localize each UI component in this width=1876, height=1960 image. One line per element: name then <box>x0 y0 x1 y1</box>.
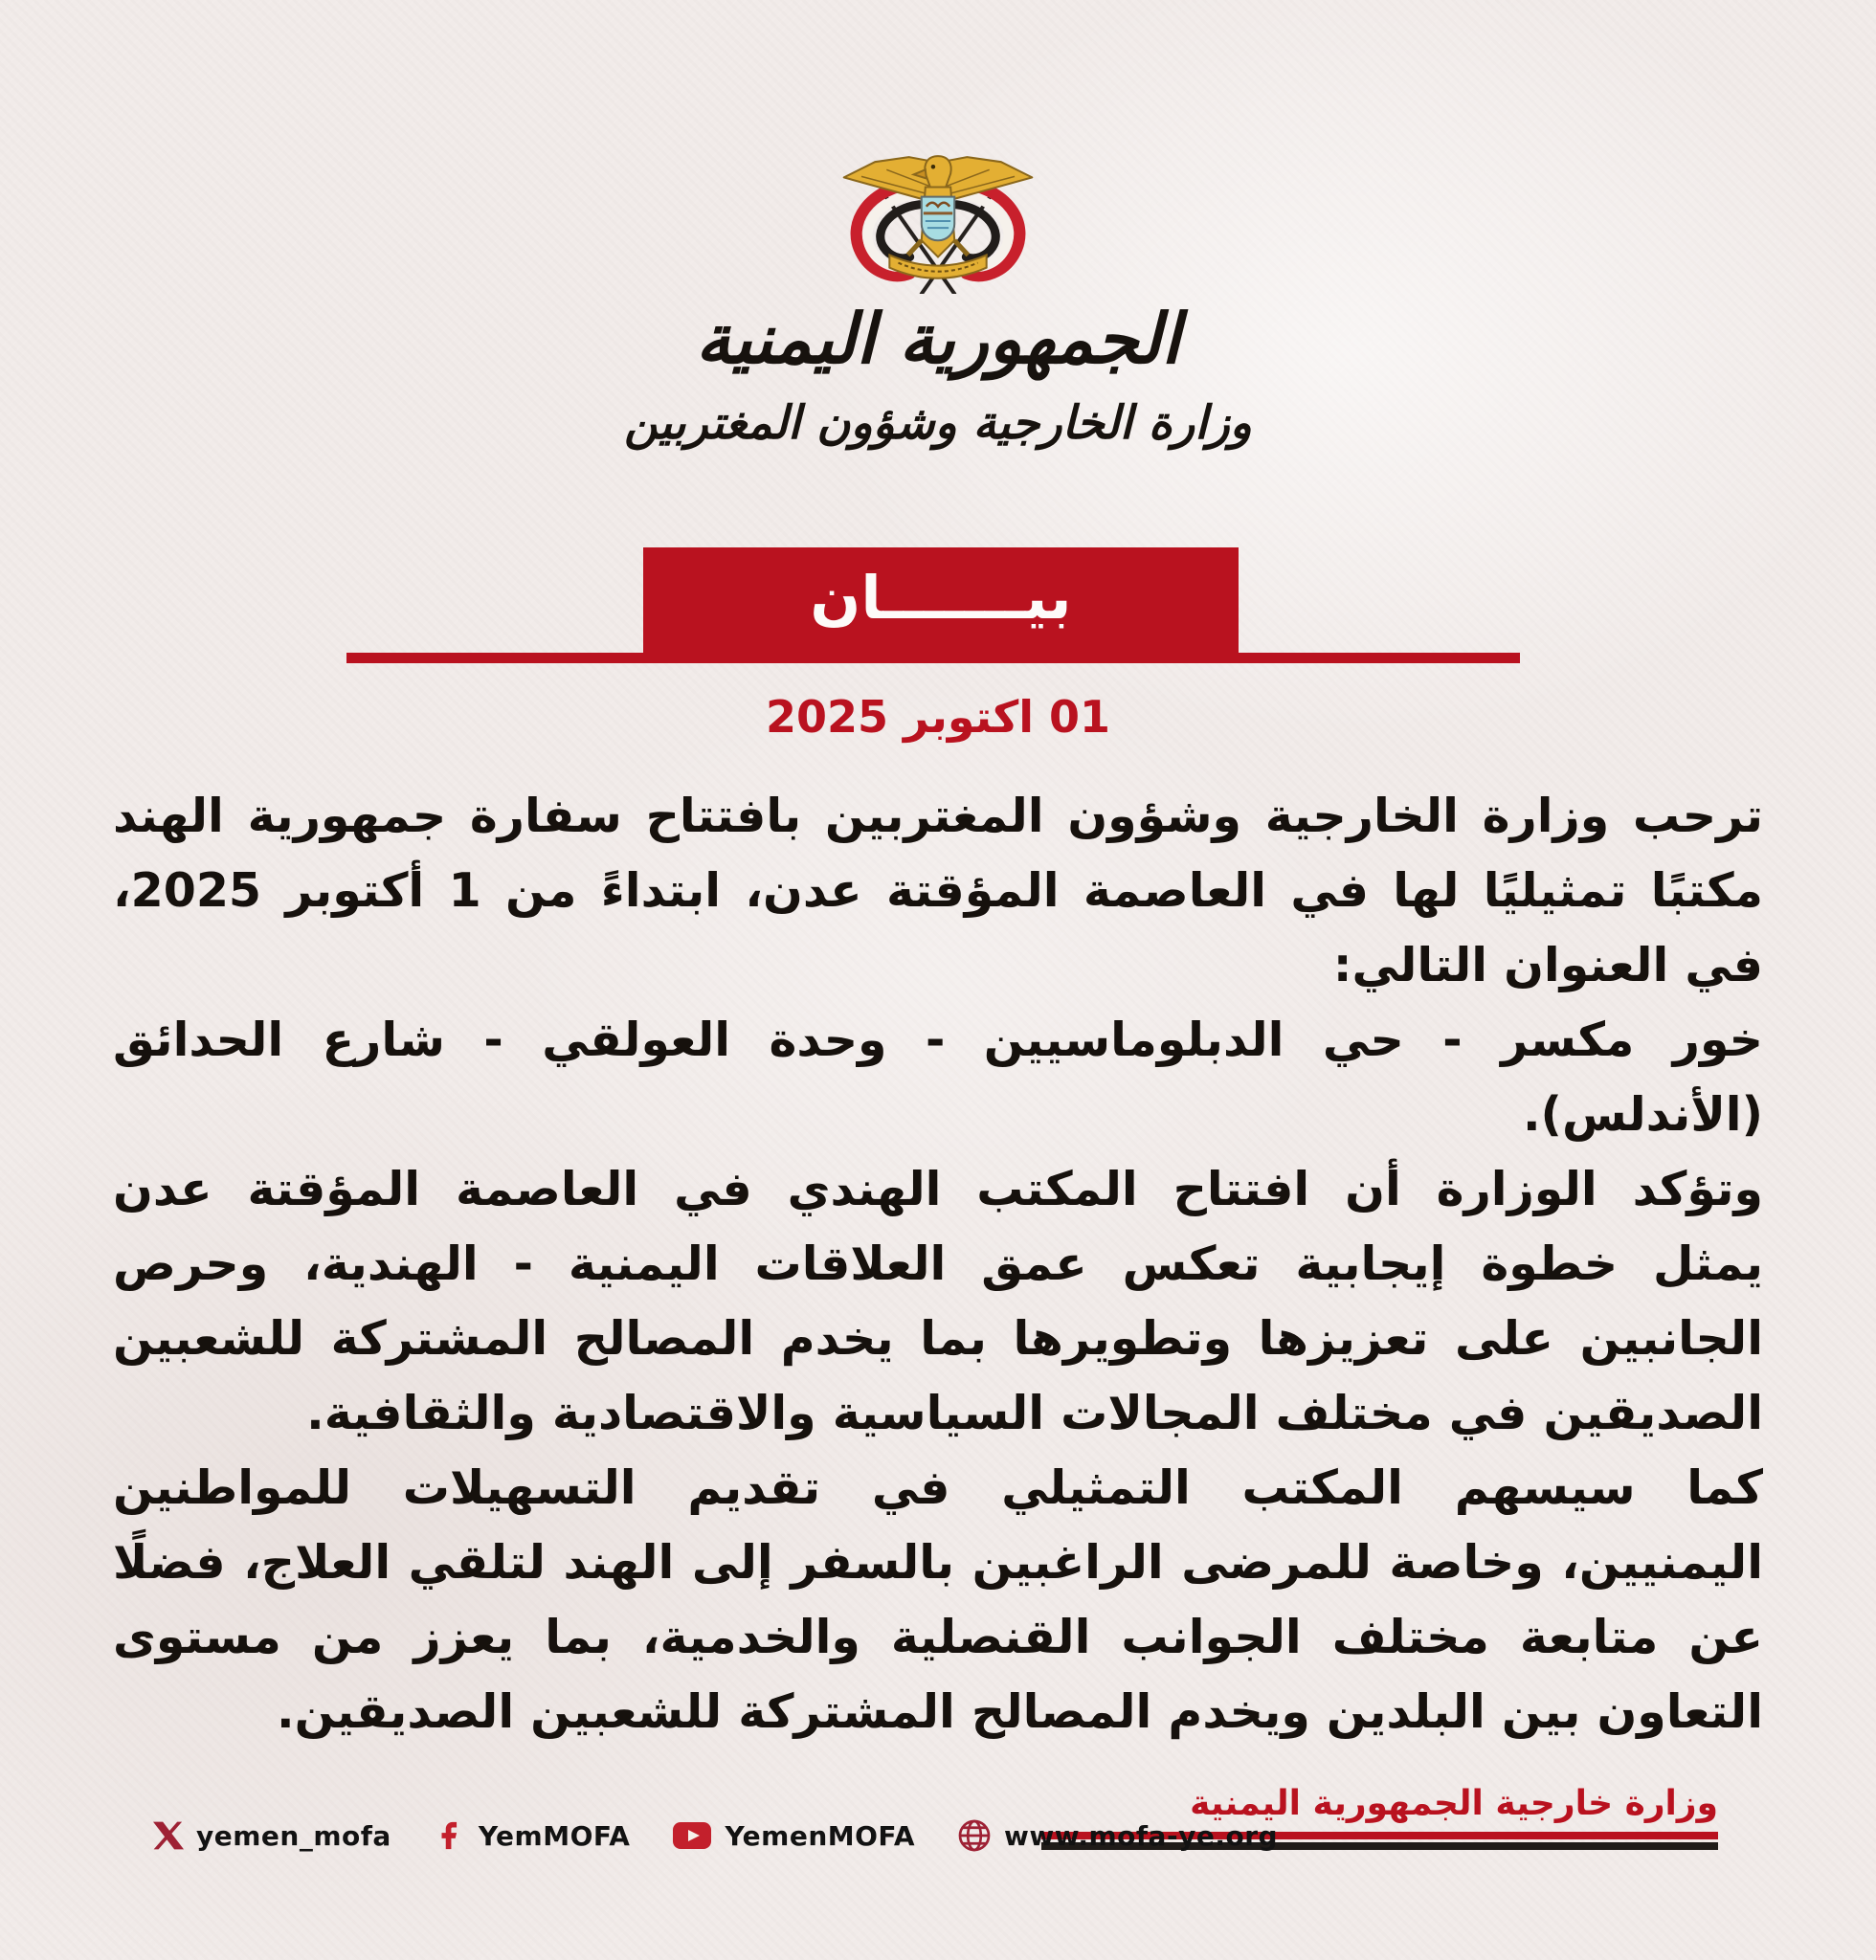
twitter-handle: yemen_mofa <box>196 1819 391 1852</box>
ministry-signature: وزارة خارجية الجمهورية اليمنية <box>1190 1784 1718 1823</box>
statement-body <box>113 779 1763 1749</box>
youtube-handle: YemenMOFA <box>725 1819 916 1852</box>
social-footer <box>153 1815 1278 1857</box>
youtube-link[interactable] <box>672 1820 915 1852</box>
statement-banner <box>643 547 1239 653</box>
youtube-icon <box>672 1821 712 1850</box>
statement-date: 01 اكتوبر 2025 <box>765 691 1111 743</box>
body-line: (الأندلس). <box>1522 1087 1763 1142</box>
body-line: خور مكسر - حي الدبلوماسيين - وحدة العولقي - شارع الحدائق <box>113 1013 1763 1067</box>
x-icon <box>153 1820 184 1851</box>
banner-underline <box>346 653 1520 663</box>
website-url: www.mofa-ye.org <box>1004 1819 1279 1852</box>
body-line: في العنوان التالي: <box>1332 938 1763 992</box>
body-line: ترحب وزارة الخارجية وشؤون المغتربين بافتتاح سفارة جمهورية الهند <box>113 789 1763 843</box>
body-line: الصديقين في مختلف المجالات السياسية والاقتصادية والثقافية. <box>306 1386 1763 1440</box>
body-line: الجانبين على تعزيزها وتطويرها بما يخدم المصالح المشتركة للشعبين <box>113 1311 1763 1366</box>
body-line: كما سيسهم المكتب التمثيلي في تقديم التسهيلات للمواطنين <box>113 1460 1763 1515</box>
ministry-title-calligraphy: وزارة الخارجية وشؤون المغتربين <box>624 396 1252 450</box>
facebook-icon <box>434 1819 466 1852</box>
body-line: التعاون بين البلدين ويخدم المصالح المشتركة للشعبين الصديقين. <box>276 1684 1763 1739</box>
body-line: مكتبًا تمثيليًا لها في العاصمة المؤقتة عدن، ابتداءً من 1 أكتوبر 2025، <box>113 863 1763 918</box>
body-line: وتؤكد الوزارة أن افتتاح المكتب الهندي في العاصمة المؤقتة عدن <box>113 1162 1763 1216</box>
facebook-link[interactable] <box>434 1819 631 1852</box>
body-line: يمثل خطوة إيجابية تعكس عمق العلاقات اليمنية - الهندية، وحرص <box>113 1236 1763 1291</box>
yemen-coat-of-arms-icon <box>815 148 1061 294</box>
body-line: عن متابعة مختلف الجوانب القنصلية والخدمية، بما يعزز من مستوى <box>113 1610 1763 1664</box>
body-line: اليمنيين، وخاصة للمرضى الراغبين بالسفر إلى الهند لتلقي العلاج، فضلًا <box>113 1535 1763 1590</box>
website-link[interactable] <box>957 1818 1278 1853</box>
globe-icon <box>957 1818 992 1853</box>
republic-title-calligraphy: الجمهورية اليمنية <box>695 299 1181 379</box>
statement-banner-title: بيـــــــان <box>810 562 1072 633</box>
facebook-handle: YemMOFA <box>478 1819 631 1852</box>
twitter-link[interactable] <box>153 1820 391 1852</box>
